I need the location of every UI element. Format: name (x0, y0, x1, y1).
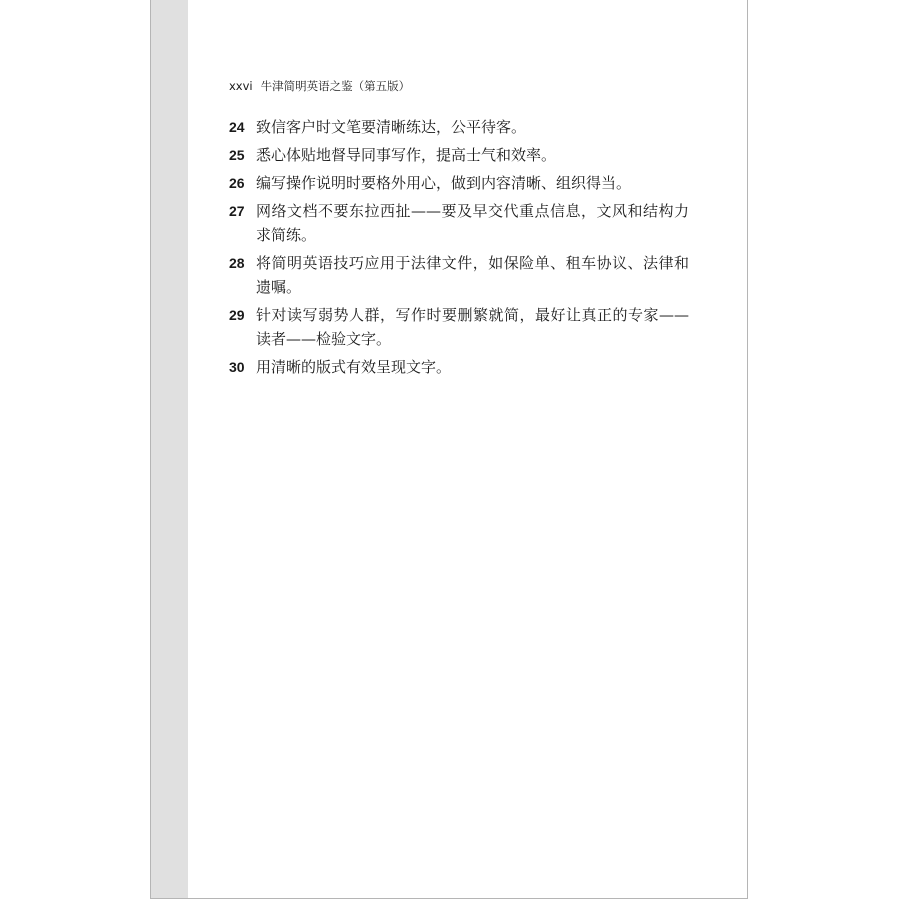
item-number: 30 (229, 359, 245, 375)
item-number: 28 (229, 255, 245, 271)
book-title: 牛津简明英语之鉴（第五版） (260, 79, 411, 93)
list-item (229, 143, 689, 167)
list-item (229, 355, 689, 379)
list-item (229, 303, 689, 351)
page-number: xxvi (229, 79, 253, 93)
list-item (229, 199, 689, 247)
item-text: 用清晰的版式有效呈现文字。 (256, 358, 452, 376)
guideline-list (229, 115, 689, 383)
item-text: 将简明英语技巧应用于法律文件，如保险单、租车协议、法律和遗嘱。 (256, 254, 689, 296)
page-gutter (151, 0, 188, 898)
item-number: 24 (229, 119, 245, 135)
item-text: 针对读写弱势人群，写作时要删繁就简，最好让真正的专家——读者——检验文字。 (256, 306, 689, 348)
list-item (229, 171, 689, 195)
list-item (229, 251, 689, 299)
item-text: 编写操作说明时要格外用心，做到内容清晰、组织得当。 (256, 174, 632, 192)
item-number: 26 (229, 175, 245, 191)
item-number: 27 (229, 203, 245, 219)
list-item (229, 115, 689, 139)
book-page (150, 0, 748, 899)
item-text: 悉心体贴地督导同事写作，提高士气和效率。 (256, 146, 557, 164)
item-number: 25 (229, 147, 245, 163)
running-head (229, 79, 410, 93)
item-number: 29 (229, 307, 245, 323)
item-text: 网络文档不要东拉西扯——要及早交代重点信息，文风和结构力求简练。 (256, 202, 689, 244)
item-text: 致信客户时文笔要清晰练达，公平待客。 (256, 118, 527, 136)
